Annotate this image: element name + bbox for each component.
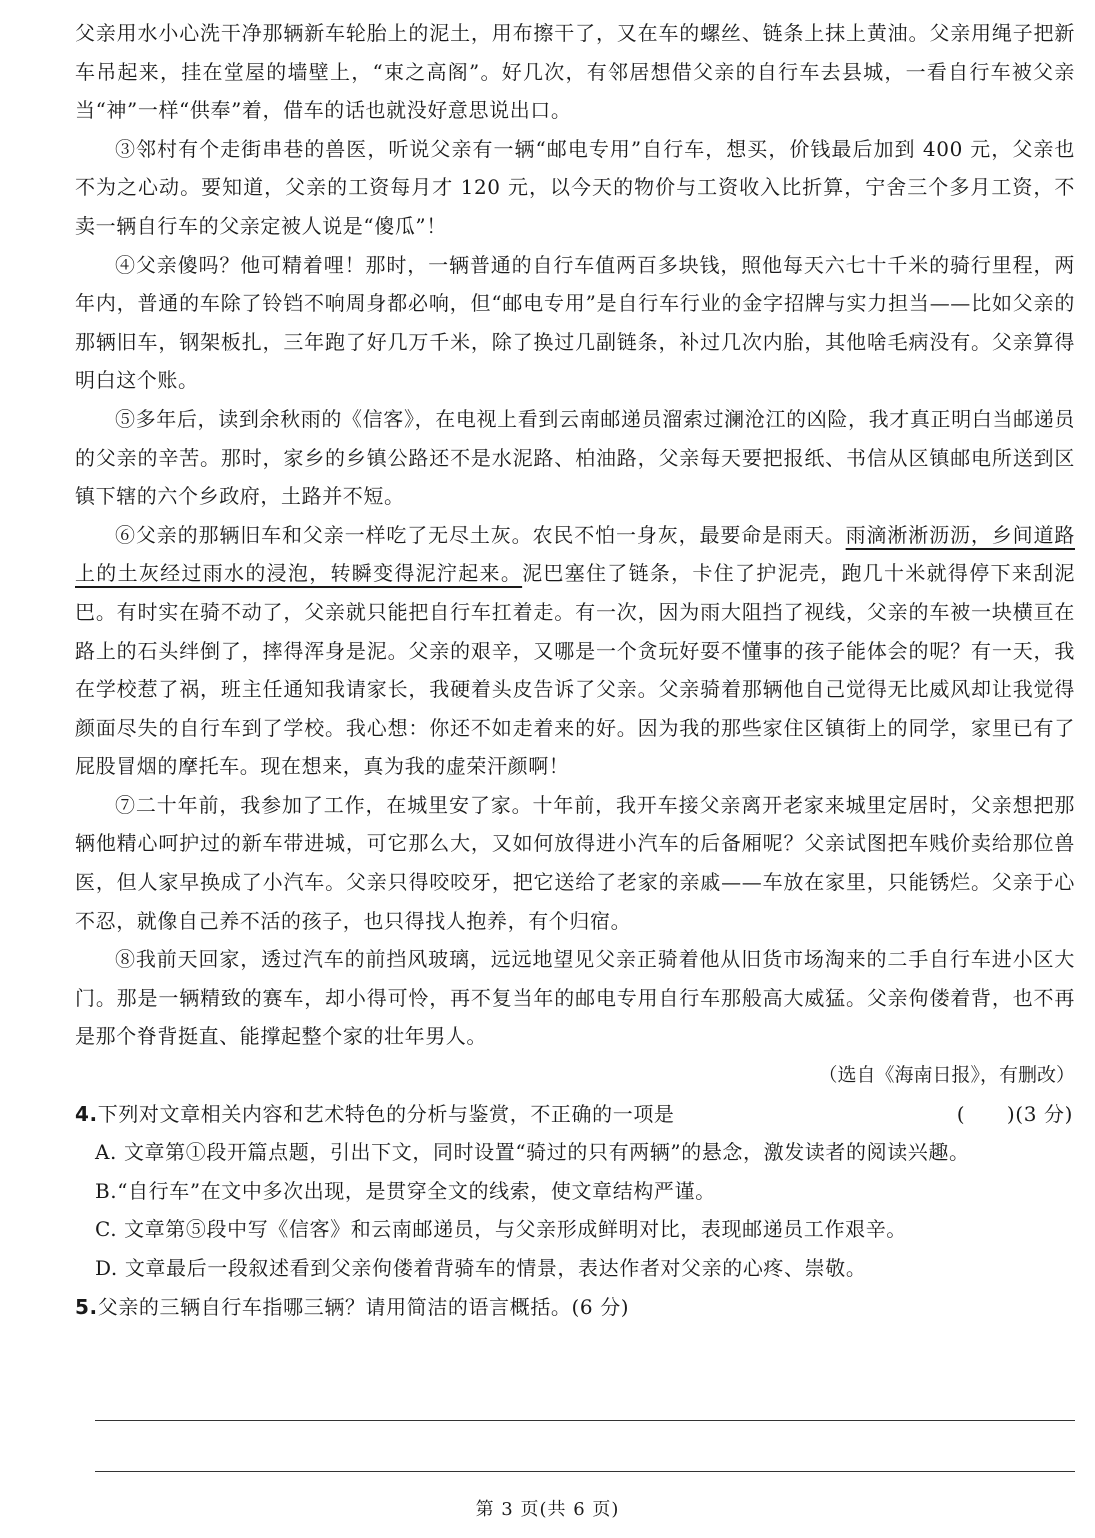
paragraph-6-start: ⑥父亲的那辆旧车和父亲一样吃了无尽土灰。农民不怕一身灰，最要命是雨天。 <box>115 522 846 547</box>
option-a: A. 文章第①段开篇点题，引出下文，同时设置“骑过的只有两辆”的悬念，激发读者的阅读兴趣。 <box>95 1140 970 1165</box>
source-note: （选自《海南日报》，有删改） <box>818 1064 1075 1087</box>
answer-line-1[interactable] <box>95 1420 1075 1421</box>
question-5 <box>75 1288 1075 1327</box>
paragraph-5: ⑤多年后，读到余秋雨的《信客》，在电视上看到云南邮递员溜索过澜沧江的凶险，我才真正明白当邮递员的父亲的辛苦。那时，家乡的乡镇公路还不是水泥路、柏油路，父亲每天要把报纸、书信从区镇邮电所送到区镇下辖的六个乡政府，土路并不短。 <box>75 406 1075 509</box>
question-5-text <box>75 1288 629 1327</box>
answer-line-2[interactable] <box>95 1471 1075 1472</box>
question-5-number: 5. <box>75 1294 98 1319</box>
question-4 <box>75 1095 1075 1134</box>
question-5-stem: 父亲的三辆自行车指哪三辆？请用简洁的语言概括。(6 分) <box>97 1294 630 1319</box>
paragraph-6-rest: 泥巴塞住了链条，卡住了护泥壳，跑几十米就得停下来刮泥巴。有时实在骑不动了，父亲就只能把自行车扛着走。有一次，因为雨大阻挡了视线，父亲的车被一块横亘在路上的石头绊倒了，摔得浑身是泥。父亲的艰辛，又哪是一个贪玩好耍不懂事的孩子能体会的呢？有一天，我在学校惹了祸，班主任通知我请家长，我硬着头皮告诉了父亲。父亲骑着那辆他自己觉得无比威风却让我觉得颜面尽失的自行车到了学校。我心想：你还不如走着来的好。因为我的那些家住区镇街上的同学，家里已有了屁股冒烟的摩托车。现在想来，真为我的虚荣汗颜啊！ <box>75 561 1075 779</box>
option-c: C. 文章第⑤段中写《信客》和云南邮递员，与父亲形成鲜明对比，表现邮递员工作艰辛。 <box>95 1217 907 1242</box>
underlined-sentence: 雨滴淅淅沥沥，乡间道路上的土灰经过雨水的浸泡，转瞬变得泥泞起来。 <box>75 522 1075 586</box>
question-4-number: 4. <box>75 1101 98 1126</box>
option-b: B.“自行车”在文中多次出现，是贯穿全文的线索，使文章结构严谨。 <box>95 1178 716 1203</box>
question-4-text <box>75 1095 675 1134</box>
page-content <box>75 14 1075 1326</box>
paragraph-6 <box>75 516 1075 786</box>
paragraph-3: ③邻村有个走街串巷的兽医，听说父亲有一辆“邮电专用”自行车，想买，价钱最后加到 400 元，父亲也不为之心动。要知道，父亲的工资每月才 120 元，以今天的物价与工资收入比折算，宁舍三个多月工资，不卖一辆自行车的父亲定被人说是“傻瓜”！ <box>75 136 1075 238</box>
paragraph-8: ⑧我前天回家，透过汽车的前挡风玻璃，远远地望见父亲正骑着他从旧货市场淘来的二手自行车进小区大门。那是一辆精致的赛车，却小得可怜，再不复当年的邮电专用自行车那般高大威猛。父亲佝偻着背，也不再是那个脊背挺直、能撑起整个家的壮年男人。 <box>75 947 1075 1049</box>
question-4-stem: 下列对文章相关内容和艺术特色的分析与鉴赏，不正确的一项是 <box>97 1101 675 1126</box>
option-d: D. 文章最后一段叙述看到父亲佝偻着背骑车的情景，表达作者对父亲的心疼、崇敬。 <box>95 1256 867 1280</box>
paragraph-continued: 父亲用水小心洗干净那辆新车轮胎上的泥土，用布擦干了，又在车的螺丝、链条上抹上黄油。父亲用绳子把新车吊起来，挂在堂屋的墙壁上，“束之高阁”。好几次，有邻居想借父亲的自行车去县城，一看自行车被父亲当“神”一样“供奉”着，借车的话也就没好意思说出口。 <box>75 21 1075 123</box>
paragraph-7: ⑦二十年前，我参加了工作，在城里安了家。十年前，我开车接父亲离开老家来城里定居时，父亲想把那辆他精心呵护过的新车带进城，可它那么大，又如何放得进小汽车的后备厢呢？父亲试图把车贱价卖给那位兽医，但人家早换成了小汽车。父亲只得咬咬牙，把它送给了老家的亲戚——车放在家里，只能锈烂。父亲于心不忍，就像自己养不活的孩子，也只得找人抱养，有个归宿。 <box>75 792 1075 933</box>
paragraph-4: ④父亲傻吗？他可精着哩！那时，一辆普通的自行车值两百多块钱，照他每天六七十千米的骑行里程，两年内，普通的车除了铃铛不响周身都必响，但“邮电专用”是自行车行业的金字招牌与实力担当——比如父亲的那辆旧车，钢架板扎，三年跑了好几万千米，除了换过几副链条，补过几次内胎，其他啥毛病没有。父亲算得明白这个账。 <box>75 252 1075 393</box>
page-footer: 第 3 页(共 6 页) <box>475 1499 620 1520</box>
question-4-score: ( )(3 分) <box>956 1101 1073 1126</box>
